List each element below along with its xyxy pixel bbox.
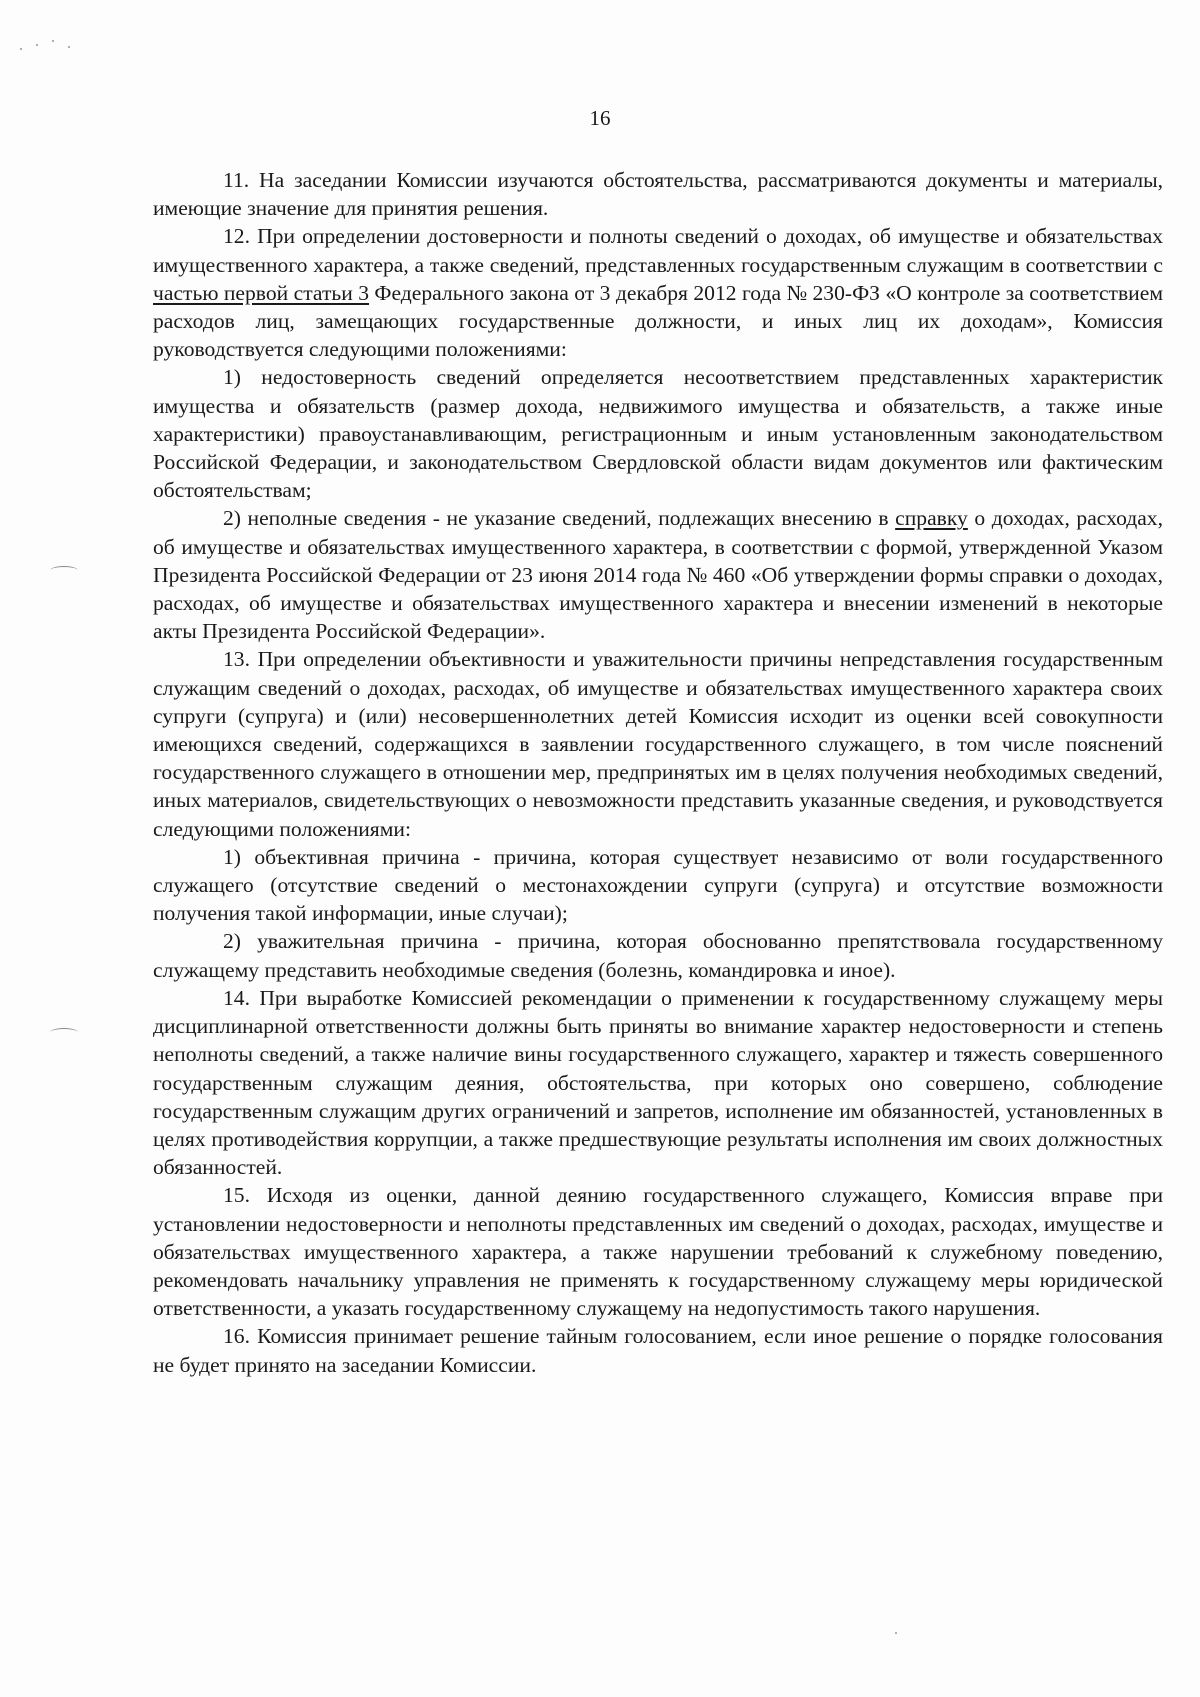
paragraph-11: 11. На заседании Комиссии изучаются обстоятельства, рассматриваются документы и материалы, имеющие значение для принятия решения. xyxy=(153,168,1163,221)
document-body xyxy=(153,166,1163,1379)
scan-speck xyxy=(20,48,22,50)
certificate-reference-link[interactable]: справку xyxy=(895,506,968,531)
law-reference-link[interactable]: частью первой статьи 3 xyxy=(153,280,369,305)
paragraph-16: 16. Комиссия принимает решение тайным голосованием, если иное решение о порядке голосования не будет принято на заседании Комиссии. xyxy=(153,1324,1163,1377)
paragraph-13-item-1: 1) объективная причина - причина, которая существует независимо от воли государственного служащего (отсутствие сведений о местонахождении супруги (супруга) и отсутствие возможности получения такой информации, иные случаи); xyxy=(153,844,1163,926)
paragraph-15: 15. Исходя из оценки, данной деянию государственного служащего, Комиссия вправе при установлении недостоверности и неполноты представленных им сведений о доходах, расходах, имуществе и обязательствах имущественного характера, а также нарушении требований к служебному поведению, рекомендовать начальнику управления не применять к государственному служащему меры юридической ответственности, а указать государственному служащему на недопустимость такого нарушения. xyxy=(153,1183,1163,1321)
paragraph-13: 13. При определении объективности и уважительности причины непредставления государственным служащим сведений о доходах, расходах, об имуществе и обязательствах имущественного характера своих супруги (супруга) и (или) несовершеннолетних детей Комиссия исходит из оценки всей совокупности имеющихся сведений, содержащихся в заявлении государственного служащего, в том числе пояснений государственного служащего в отношении мер, предпринятых им в целях получения необходимых сведений, иных материалов, свидетельствующих о невозможности представить указанные сведения, и руководствуется следующими положениями: xyxy=(153,647,1163,841)
paragraph-12-item-1: 1) недостоверность сведений определяется несоответствием представленных характеристик имущества и обязательств (размер дохода, недвижимого имущества и обязательств, а также иные характеристики) правоустанавливающим, регистрационным и иным установленным законодательством Российской Федерации, и законодательством Свердловской области видам документов или фактическим обстоятельствам; xyxy=(153,365,1163,503)
paragraph-12-item-2 xyxy=(153,504,1163,645)
paragraph-14: 14. При выработке Комиссией рекомендации о применении к государственному служащему меры дисциплинарной ответственности должны быть приняты во внимание характер недостоверности и степень неполноты сведений, а также наличие вины государственного служащего, характер и тяжесть совершенного государственным служащим деяния, обстоятельства, при которых оно совершено, соблюдение государственным служащим других ограничений и запретов, исполнение им обязанностей, установленных в целях противодействия коррупции, а также предшествующие результаты исполнения им своих должностных обязанностей. xyxy=(153,985,1163,1180)
paragraph-12-text-cont: Федерального закона от 3 декабря 2012 года № 230-ФЗ «О контроле за соответствием расходов лиц, замещающих государственные должности, и иных лиц их доходам», Комиссия руководствуется следующими положениями: xyxy=(153,280,1163,362)
paragraph-12-text: 12. При определении достоверности и полноты сведений о доходах, об имуществе и обязательствах имущественного характера, а также сведений, представленных государственным служащим в соответствии с xyxy=(153,224,1163,277)
punch-hole-mark xyxy=(50,566,78,575)
scan-speck xyxy=(36,44,38,46)
scan-speck xyxy=(895,1632,897,1634)
paragraph-12-item-2-text: 2) неполные сведения - не указание сведений, подлежащих внесению в xyxy=(223,506,896,531)
paragraph-13-item-2: 2) уважительная причина - причина, которая обоснованно препятствовала государственному служащему представить необходимые сведения (болезнь, командировка и иное). xyxy=(153,929,1163,982)
paragraph-12 xyxy=(153,222,1163,363)
paragraph-12-item-2-text-cont: о доходах, расходах, об имуществе и обязательствах имущественного характера, в соответствии с формой, утвержденной Указом Президента Российской Федерации от 23 июня 2014 года № 460 «Об утверждении формы справки о доходах, расходах, об имуществе и обязательствах имущественного характера и внесении изменений в некоторые акты Президента Российской Федерации». xyxy=(153,506,1164,644)
scan-speck xyxy=(52,40,54,42)
scan-speck xyxy=(68,46,70,48)
punch-hole-mark xyxy=(50,1028,78,1037)
page-number: 16 xyxy=(589,106,611,130)
